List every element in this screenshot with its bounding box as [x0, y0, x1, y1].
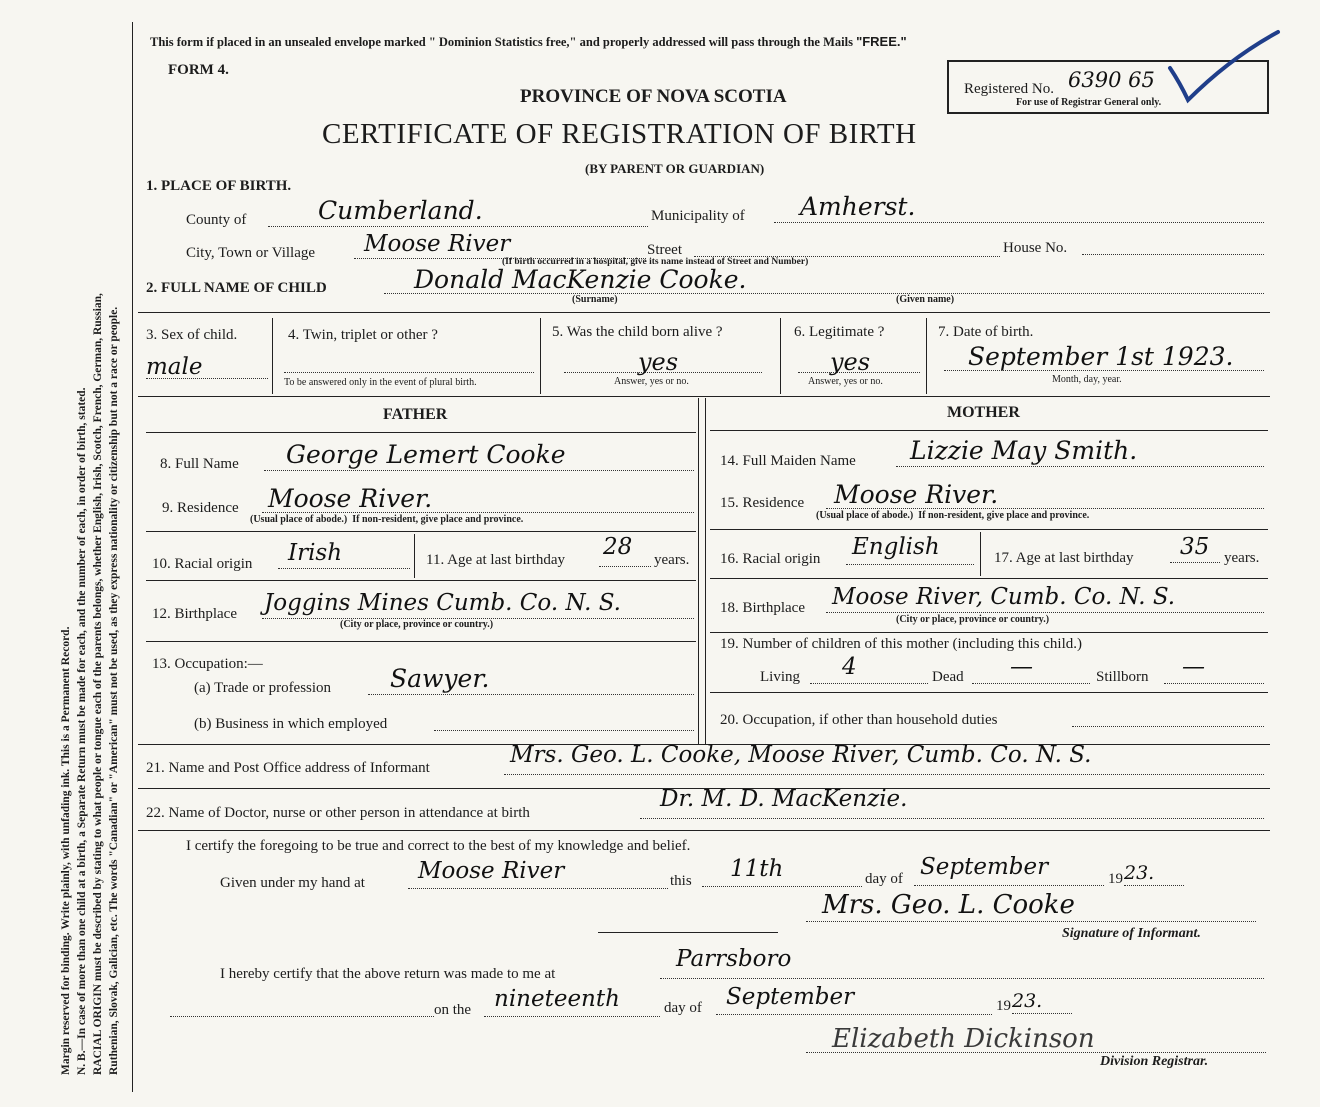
certify-statement: I certify the foregoing to be true and correct to the best of my knowledge and belief. — [186, 838, 691, 854]
county-value: Cumberland. — [318, 196, 483, 225]
father-name-label: 8. Full Name — [160, 456, 239, 472]
given-year-value: 23. — [1124, 862, 1155, 884]
city-label: City, Town or Village — [186, 245, 316, 261]
check-mark-icon — [1160, 28, 1290, 108]
sex-value: male — [146, 354, 203, 380]
father-birthplace-label: 12. Birthplace — [152, 606, 237, 622]
margin-note-4: Ruthenian, Slovak, Galician, etc. The words "Canadian" or "American" must not be used, as they express nationality or citizenship but not a race or people. — [108, 306, 120, 1075]
mother-birthplace-label: 18. Birthplace — [720, 600, 805, 616]
given-under-label: Given under my hand at — [220, 875, 365, 891]
given-day-of-label: day of — [865, 871, 903, 887]
doctor-label: 22. Name of Doctor, nurse or other person in attendance at birth — [146, 805, 530, 821]
registrar-day-of-label: day of — [664, 1000, 702, 1016]
father-name-value: George Lemert Cooke — [286, 440, 566, 469]
certificate-title: CERTIFICATE OF REGISTRATION OF BIRTH — [322, 118, 917, 150]
mother-years-label: years. — [1224, 550, 1260, 566]
house-no-label: House No. — [1003, 240, 1068, 256]
legitimate-value: yes — [830, 348, 871, 376]
father-residence-note: (Usual place of abode.) If non-resident, give place and province. — [250, 514, 524, 525]
father-residence-value: Moose River. — [268, 484, 433, 513]
margin-note-3: RACIAL ORIGIN must be described by stating to what people or tongue each of the parents belongs, whether English, Irish, Scotch, French, German, Russian, — [92, 293, 104, 1075]
father-age-label: 11. Age at last birthday — [426, 552, 565, 568]
registered-no-value: 6390 65 — [1068, 68, 1155, 92]
registrar-year-value: 23. — [1012, 990, 1043, 1012]
dob-value: September 1st 1923. — [968, 342, 1234, 371]
registrar-statement: I hereby certify that the above return was made to me at — [220, 966, 556, 982]
registrar-year-prefix: 19 — [996, 998, 1011, 1014]
mother-birthplace-value: Moose River, Cumb. Co. N. S. — [832, 584, 1176, 610]
place-of-birth-heading: 1. PLACE OF BIRTH. — [146, 178, 292, 194]
city-value: Moose River — [364, 231, 511, 257]
mother-name-value: Lizzie May Smith. — [910, 436, 1138, 465]
form-number: FORM 4. — [168, 62, 229, 78]
given-place-value: Moose River — [418, 858, 565, 884]
mother-name-label: 14. Full Maiden Name — [720, 453, 856, 469]
children-count-label: 19. Number of children of this mother (including this child.) — [720, 636, 1083, 652]
registrar-month-value: September — [726, 984, 855, 1010]
stillborn-label: Stillborn — [1096, 669, 1149, 685]
province-heading: PROVINCE OF NOVA SCOTIA — [520, 86, 787, 107]
father-race-label: 10. Racial origin — [152, 556, 253, 572]
living-label: Living — [760, 669, 800, 685]
father-years-label: years. — [654, 552, 690, 568]
registrar-place-value: Parrsboro — [676, 946, 792, 972]
dead-label: Dead — [932, 669, 964, 685]
dob-label: 7. Date of birth. — [938, 324, 1034, 340]
informant-signature-label: Signature of Informant. — [1062, 926, 1201, 941]
registrar-signature-label: Division Registrar. — [1100, 1054, 1209, 1069]
child-name-value: Donald MacKenzie Cooke. — [414, 265, 747, 294]
father-heading: FATHER — [383, 406, 448, 423]
municipality-value: Amherst. — [800, 192, 916, 221]
father-residence-label: 9. Residence — [162, 500, 239, 516]
informant-value: Mrs. Geo. L. Cooke, Moose River, Cumb. Co. N. S. — [510, 742, 1092, 768]
father-birthplace-value: Joggins Mines Cumb. Co. N. S. — [264, 590, 621, 616]
twin-note: To be answered only in the event of plural birth. — [284, 377, 477, 388]
registrar-note: For use of Registrar General only. — [1016, 97, 1162, 108]
mother-age-value: 35 — [1180, 534, 1210, 560]
mother-occupation-label: 20. Occupation, if other than household duties — [720, 712, 998, 728]
doctor-value: Dr. M. D. MacKenzie. — [660, 786, 908, 812]
father-occupation-label: 13. Occupation:— — [152, 656, 263, 672]
born-alive-value: yes — [638, 348, 679, 376]
mail-notice: This form if placed in an unsealed envelope marked " Dominion Statistics free," and properly addressed will pass through the Mails "FREE." — [150, 34, 907, 49]
margin-note-2: N. B.—In case of more than one child at a birth, a Separate Return must be made for each, and the number of each, in order of birth, stated. — [76, 387, 88, 1075]
given-name-note: (Given name) — [896, 294, 955, 305]
county-label: County of — [186, 212, 247, 228]
mother-birthplace-note: (City or place, province or country.) — [896, 614, 1050, 625]
father-race-value: Irish — [288, 540, 343, 566]
mother-residence-label: 15. Residence — [720, 495, 805, 511]
registrar-on-the-label: on the — [434, 1002, 472, 1018]
twin-label: 4. Twin, triplet or other ? — [288, 327, 438, 343]
given-day-value: 11th — [730, 856, 784, 882]
legitimate-note: Answer, yes or no. — [808, 376, 883, 387]
father-age-value: 28 — [603, 534, 633, 560]
sex-label: 3. Sex of child. — [146, 327, 238, 343]
street-label: Street — [647, 242, 682, 258]
registrar-signature: Elizabeth Dickinson — [832, 1024, 1095, 1054]
business-label: (b) Business in which employed — [194, 716, 388, 732]
mother-race-label: 16. Racial origin — [720, 551, 821, 567]
this-label: this — [670, 873, 692, 889]
child-name-label: 2. FULL NAME OF CHILD — [146, 280, 327, 296]
margin-note-1: Margin reserved for binding. Write plainly, with unfading ink. This is a Permanent Record. — [60, 626, 72, 1075]
registrar-day-value: nineteenth — [494, 986, 620, 1012]
hospital-note: (If birth occurred in a hospital, give its name instead of Street and Number) — [502, 257, 809, 267]
legitimate-label: 6. Legitimate ? — [794, 324, 885, 340]
mother-heading: MOTHER — [947, 404, 1020, 421]
given-month-value: September — [920, 854, 1049, 880]
mother-race-value: English — [852, 534, 940, 560]
binding-margin-line — [132, 22, 133, 1092]
living-value: 4 — [842, 654, 857, 680]
trade-value: Sawyer. — [390, 664, 490, 693]
born-alive-label: 5. Was the child born alive ? — [552, 324, 723, 340]
registered-no-label: Registered No. — [964, 81, 1054, 97]
informant-signature: Mrs. Geo. L. Cooke — [822, 890, 1075, 920]
mother-age-label: 17. Age at last birthday — [994, 550, 1134, 566]
municipality-label: Municipality of — [651, 208, 745, 224]
dead-value: — — [1010, 654, 1033, 680]
father-birthplace-note: (City or place, province or country.) — [340, 619, 494, 630]
surname-note: (Surname) — [572, 294, 618, 305]
given-year-prefix: 19 — [1108, 871, 1123, 887]
dob-note: Month, day, year. — [1052, 374, 1122, 385]
stillborn-value: — — [1182, 654, 1205, 680]
informant-label: 21. Name and Post Office address of Informant — [146, 760, 430, 776]
born-alive-note: Answer, yes or no. — [614, 376, 689, 387]
trade-label: (a) Trade or profession — [194, 680, 332, 696]
certificate-subtitle: (BY PARENT OR GUARDIAN) — [585, 161, 765, 176]
mother-residence-value: Moose River. — [834, 480, 999, 509]
mother-residence-note: (Usual place of abode.) If non-resident, give place and province. — [816, 510, 1090, 521]
